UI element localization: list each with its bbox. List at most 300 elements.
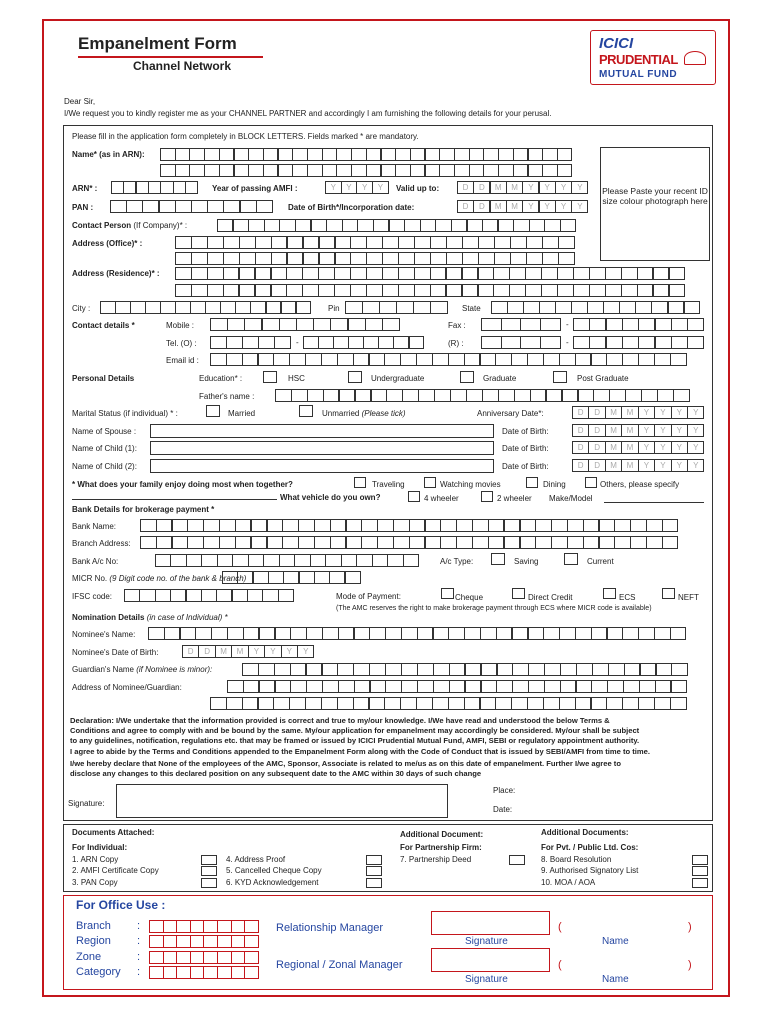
char-box[interactable] [551,519,568,532]
unmarried-checkbox[interactable] [299,405,313,417]
char-box[interactable] [557,284,574,297]
char-box[interactable] [346,519,363,532]
char-box[interactable] [159,200,176,213]
char-box[interactable] [163,966,178,979]
char-box[interactable] [404,219,420,232]
char-box[interactable] [326,219,342,232]
char-box[interactable]: Y [654,441,671,454]
char-box[interactable] [160,148,176,161]
char-box[interactable] [638,336,655,349]
char-box[interactable] [175,252,192,265]
char-box[interactable] [268,571,284,584]
char-box[interactable]: M [605,424,622,437]
char-box[interactable] [371,389,388,402]
char-box[interactable] [273,697,290,710]
char-box[interactable] [322,627,339,640]
char-box[interactable] [575,627,592,640]
char-box[interactable]: Y [372,181,389,194]
char-box[interactable]: Y [522,200,539,213]
char-box[interactable] [488,536,505,549]
char-box[interactable] [210,336,227,349]
char-box[interactable]: Y [638,406,655,419]
char-box[interactable] [296,301,312,314]
char-box[interactable] [684,301,701,314]
char-box[interactable] [639,680,656,693]
char-box[interactable] [493,284,510,297]
char-box[interactable] [310,554,326,567]
char-box[interactable] [622,697,639,710]
char-box[interactable] [217,966,232,979]
char-box[interactable] [311,219,327,232]
char-box[interactable] [555,301,572,314]
char-box[interactable] [348,336,364,349]
char-box[interactable] [250,301,266,314]
char-box[interactable] [385,627,402,640]
char-box[interactable] [400,697,417,710]
char-box[interactable] [281,301,297,314]
char-box[interactable] [226,336,243,349]
char-box[interactable] [425,148,441,161]
char-box[interactable] [348,318,366,331]
char-box[interactable] [355,389,372,402]
photo-placeholder[interactable] [600,147,710,261]
char-box[interactable] [175,148,191,161]
char-box[interactable] [139,589,155,602]
char-box[interactable] [416,353,433,366]
child1-dob-input[interactable] [572,441,710,454]
char-box[interactable] [372,554,388,567]
char-box[interactable] [435,219,451,232]
contact-person-input[interactable] [217,219,594,232]
char-box[interactable] [525,267,542,280]
char-box[interactable] [287,252,304,265]
char-box[interactable] [630,536,647,549]
char-box[interactable] [295,219,311,232]
char-box[interactable] [496,627,513,640]
char-box[interactable] [573,318,590,331]
char-box[interactable] [305,353,322,366]
char-box[interactable]: Y [654,459,671,472]
char-box[interactable] [307,164,323,177]
char-box[interactable] [123,181,136,194]
char-box[interactable]: Y [638,459,655,472]
char-box[interactable] [172,519,189,532]
char-box[interactable]: M [621,424,638,437]
char-box[interactable]: D [473,181,490,194]
char-box[interactable] [425,536,442,549]
char-box[interactable] [366,164,382,177]
char-box[interactable] [402,389,419,402]
anniversary-input[interactable] [572,406,710,419]
char-box[interactable] [346,536,363,549]
char-box[interactable] [248,164,264,177]
char-box[interactable]: D [198,645,215,658]
char-box[interactable] [557,148,573,161]
two-wheeler-checkbox[interactable] [481,491,493,502]
char-box[interactable] [242,663,259,676]
char-box[interactable] [244,920,259,933]
char-box[interactable] [384,697,401,710]
char-box[interactable] [491,301,508,314]
char-box[interactable] [226,353,243,366]
char-box[interactable] [160,164,176,177]
char-box[interactable] [464,353,481,366]
char-box[interactable] [462,284,479,297]
char-box[interactable] [258,353,275,366]
char-box[interactable] [191,267,208,280]
char-box[interactable] [337,353,354,366]
char-box[interactable]: Y [654,424,671,437]
char-box[interactable] [621,267,638,280]
zm-signature-box[interactable] [431,948,550,972]
char-box[interactable] [325,554,341,567]
char-box[interactable] [507,301,524,314]
char-box[interactable] [341,554,357,567]
char-box[interactable] [638,697,655,710]
spouse-input[interactable] [150,424,494,438]
char-box[interactable] [398,284,415,297]
char-box[interactable] [511,353,528,366]
char-box[interactable] [494,252,511,265]
char-box[interactable] [591,627,608,640]
char-box[interactable] [655,318,672,331]
char-box[interactable] [542,236,559,249]
char-box[interactable] [382,267,399,280]
char-box[interactable] [373,219,389,232]
char-box[interactable] [314,571,330,584]
char-box[interactable] [543,697,560,710]
nominee-name-input[interactable] [148,627,713,640]
char-box[interactable] [662,536,679,549]
char-box[interactable] [511,697,528,710]
char-box[interactable] [289,353,306,366]
char-box[interactable] [398,267,415,280]
char-box[interactable] [190,301,206,314]
char-box[interactable] [226,697,243,710]
char-box[interactable] [335,236,352,249]
name-input-1[interactable] [160,148,594,161]
char-box[interactable] [398,236,415,249]
char-box[interactable] [433,663,450,676]
dob-inc-input[interactable] [457,200,594,213]
char-box[interactable] [377,536,394,549]
email-input[interactable] [210,353,710,366]
char-box[interactable] [409,536,426,549]
char-box[interactable] [497,663,514,676]
char-box[interactable] [275,627,292,640]
char-box[interactable] [622,353,639,366]
char-box[interactable] [292,164,308,177]
char-box[interactable] [609,389,626,402]
char-box[interactable] [454,148,470,161]
char-box[interactable] [322,164,338,177]
char-box[interactable] [638,353,655,366]
char-box[interactable] [204,164,220,177]
char-box[interactable] [539,301,556,314]
char-box[interactable] [274,336,291,349]
char-box[interactable] [469,164,485,177]
char-box[interactable]: M [605,459,622,472]
nominee-dob-input[interactable] [182,645,320,658]
char-box[interactable] [354,680,371,693]
char-box[interactable] [559,353,576,366]
char-box[interactable] [299,571,315,584]
doc-3-checkbox[interactable] [201,878,217,888]
char-box[interactable] [527,353,544,366]
char-box[interactable] [496,680,513,693]
char-box[interactable] [259,627,276,640]
char-box[interactable] [542,148,558,161]
char-box[interactable] [223,267,240,280]
char-box[interactable] [330,519,347,532]
char-box[interactable] [589,267,606,280]
char-box[interactable] [653,267,670,280]
char-box[interactable] [614,519,631,532]
address-residence-input-1[interactable] [175,267,710,280]
char-box[interactable] [345,301,363,314]
char-box[interactable]: Y [264,645,281,658]
char-box[interactable] [446,236,463,249]
char-box[interactable] [251,536,268,549]
char-box[interactable] [163,935,178,948]
char-box[interactable] [227,318,245,331]
char-box[interactable] [237,571,253,584]
char-box[interactable] [207,236,224,249]
char-box[interactable] [425,164,441,177]
char-box[interactable] [258,663,275,676]
char-box[interactable] [512,663,529,676]
char-box[interactable] [546,389,563,402]
char-box[interactable] [313,318,331,331]
char-box[interactable] [361,536,378,549]
char-box[interactable] [483,164,499,177]
char-box[interactable] [592,663,609,676]
char-box[interactable] [478,267,495,280]
char-box[interactable] [233,219,249,232]
char-box[interactable] [606,353,623,366]
char-box[interactable] [243,627,260,640]
char-box[interactable] [294,554,310,567]
char-box[interactable] [130,301,146,314]
char-box[interactable] [378,336,394,349]
char-box[interactable] [227,680,244,693]
char-box[interactable] [357,219,373,232]
char-box[interactable] [575,697,592,710]
char-box[interactable] [410,148,426,161]
address-office-input-1[interactable] [175,236,594,249]
char-box[interactable] [273,353,290,366]
char-box[interactable] [259,680,276,693]
char-box[interactable] [456,536,473,549]
char-box[interactable] [540,336,561,349]
char-box[interactable] [396,301,414,314]
char-box[interactable] [646,519,663,532]
char-box[interactable] [481,680,498,693]
char-box[interactable] [454,164,470,177]
char-box[interactable] [544,680,561,693]
char-box[interactable] [498,389,515,402]
char-box[interactable] [351,164,367,177]
char-box[interactable] [267,519,284,532]
char-box[interactable] [232,589,248,602]
char-box[interactable] [278,148,294,161]
char-box[interactable] [175,200,192,213]
char-box[interactable] [337,697,354,710]
char-box[interactable] [339,389,356,402]
char-box[interactable] [501,318,522,331]
char-box[interactable] [175,267,192,280]
char-box[interactable] [467,219,483,232]
char-box[interactable] [377,519,394,532]
char-box[interactable] [495,353,512,366]
char-box[interactable] [234,164,250,177]
char-box[interactable] [529,219,545,232]
char-box[interactable] [573,284,590,297]
char-box[interactable] [306,663,323,676]
char-box[interactable]: D [572,441,589,454]
char-box[interactable]: M [215,645,232,658]
char-box[interactable] [464,627,481,640]
char-box[interactable] [248,148,264,161]
char-box[interactable] [145,301,161,314]
char-box[interactable] [670,353,687,366]
char-box[interactable] [207,267,224,280]
char-box[interactable] [322,148,338,161]
char-box[interactable] [211,627,228,640]
char-box[interactable] [482,389,499,402]
char-box[interactable] [220,301,236,314]
char-box[interactable] [186,589,202,602]
char-box[interactable] [599,536,616,549]
char-box[interactable] [575,353,592,366]
char-box[interactable] [234,148,250,161]
char-box[interactable]: Y [356,181,373,194]
char-box[interactable] [170,589,186,602]
char-box[interactable]: Y [671,424,688,437]
state-input[interactable] [491,301,710,314]
branch-address-input[interactable] [140,536,705,549]
char-box[interactable]: Y [539,200,556,213]
child1-input[interactable] [150,441,494,455]
char-box[interactable] [338,680,355,693]
char-box[interactable] [303,336,319,349]
char-box[interactable] [219,536,236,549]
tel-r-number-input[interactable] [573,336,710,349]
char-box[interactable] [593,389,610,402]
arn-input[interactable] [111,181,203,194]
char-box[interactable] [608,663,625,676]
char-box[interactable] [314,519,331,532]
make-model-line[interactable] [604,502,704,503]
char-box[interactable] [410,164,426,177]
char-box[interactable] [571,301,588,314]
char-box[interactable] [542,252,559,265]
char-box[interactable] [395,148,411,161]
char-box[interactable] [544,663,561,676]
char-box[interactable] [203,966,218,979]
char-box[interactable]: Y [341,181,358,194]
char-box[interactable] [243,680,260,693]
char-box[interactable] [430,301,448,314]
char-box[interactable] [557,164,573,177]
ifsc-input[interactable] [124,589,302,602]
char-box[interactable]: Y [248,645,265,658]
char-box[interactable] [271,267,288,280]
char-box[interactable] [605,267,622,280]
traveling-checkbox[interactable] [354,477,366,488]
char-box[interactable] [251,519,268,532]
char-box[interactable]: M [506,181,523,194]
char-box[interactable] [528,627,545,640]
char-box[interactable] [242,336,259,349]
char-box[interactable] [512,627,529,640]
char-box[interactable] [425,519,442,532]
char-box[interactable] [124,589,140,602]
char-box[interactable] [173,181,186,194]
tel-std-input[interactable] [210,336,294,349]
char-box[interactable] [175,301,191,314]
char-box[interactable] [235,301,251,314]
office-branch-input[interactable] [149,920,265,933]
char-box[interactable]: Y [281,645,298,658]
char-box[interactable] [191,252,208,265]
char-box[interactable] [350,236,367,249]
char-box[interactable] [449,663,466,676]
char-box[interactable] [266,301,282,314]
char-box[interactable] [560,219,576,232]
char-box[interactable] [654,697,671,710]
char-box[interactable] [255,236,272,249]
char-box[interactable] [231,920,246,933]
char-box[interactable] [583,519,600,532]
char-box[interactable] [420,219,436,232]
char-box[interactable] [363,336,379,349]
char-box[interactable] [409,336,425,349]
char-box[interactable] [673,389,690,402]
char-box[interactable] [559,697,576,710]
char-box[interactable] [540,318,561,331]
char-box[interactable] [302,284,319,297]
char-box[interactable] [333,336,349,349]
char-box[interactable]: Y [687,424,704,437]
char-box[interactable] [279,318,297,331]
char-box[interactable] [494,236,511,249]
char-box[interactable] [591,353,608,366]
char-box[interactable] [526,252,543,265]
char-box[interactable] [430,267,447,280]
char-box[interactable] [207,252,224,265]
char-box[interactable] [448,353,465,366]
char-box[interactable] [638,627,655,640]
char-box[interactable] [671,336,688,349]
char-box[interactable] [654,627,671,640]
doc-5-checkbox[interactable] [366,866,382,876]
char-box[interactable] [382,236,399,249]
char-box[interactable] [417,627,434,640]
char-box[interactable] [630,519,647,532]
char-box[interactable] [560,680,577,693]
office-category-input[interactable] [149,966,265,979]
char-box[interactable] [160,301,176,314]
char-box[interactable]: M [490,181,507,194]
doc-10-checkbox[interactable] [692,878,708,888]
char-box[interactable] [217,554,233,567]
others-specify-line[interactable] [72,499,277,500]
char-box[interactable] [638,318,655,331]
char-box[interactable] [528,148,544,161]
neft-checkbox[interactable] [662,588,675,599]
char-box[interactable] [337,663,354,676]
